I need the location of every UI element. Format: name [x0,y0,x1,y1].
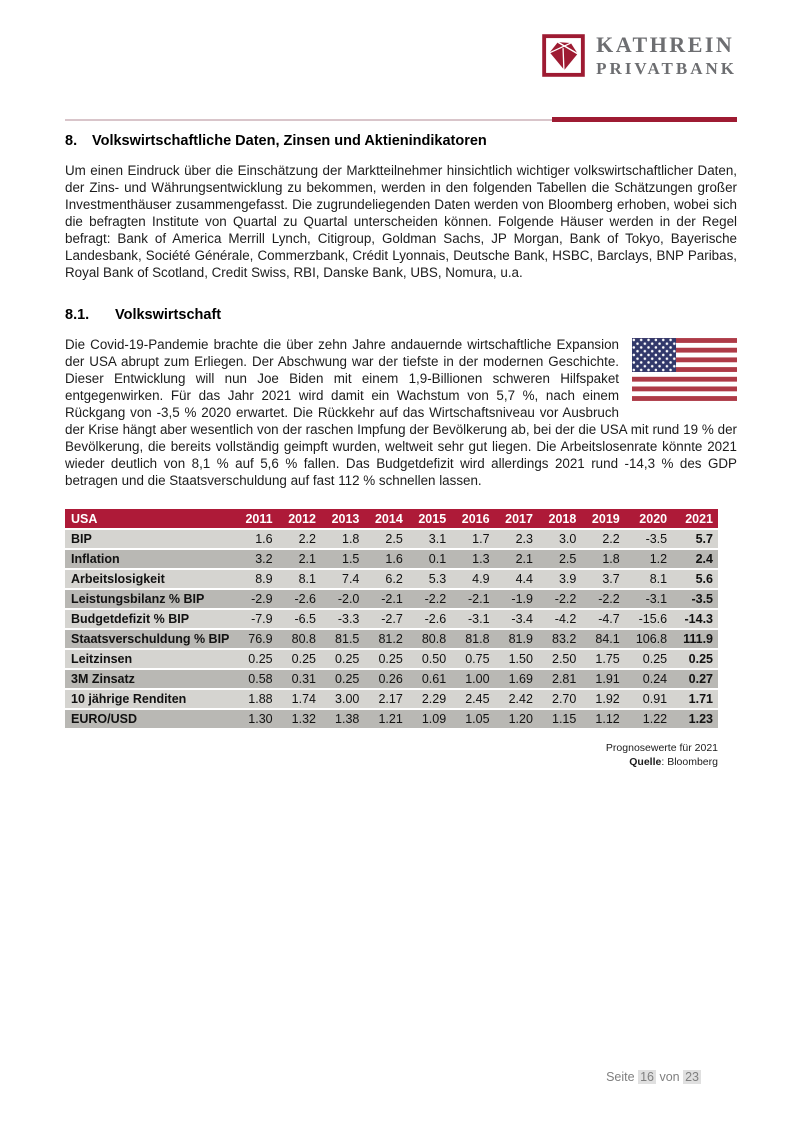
value-cell: 0.25 [625,649,672,669]
row-label-cell: 10 jährige Renditen [65,689,235,709]
value-cell: 1.6 [235,529,278,549]
value-cell: 1.2 [625,549,672,569]
section-8-1-paragraph [65,336,737,489]
value-cell: 1.21 [364,709,407,729]
value-cell: 7.4 [321,569,364,589]
value-cell: 1.00 [451,669,494,689]
brand-name: KATHREIN [596,32,735,57]
year-header-cell: 2015 [408,509,451,529]
value-cell: 2.45 [451,689,494,709]
year-header-cell: 2020 [625,509,672,529]
value-cell: 3.0 [538,529,581,549]
header-rule-light-segment [65,119,552,121]
value-cell: 76.9 [235,629,278,649]
value-cell: -2.2 [538,589,581,609]
value-cell: 111.9 [672,629,718,649]
value-cell: -1.9 [495,589,538,609]
value-cell: -4.2 [538,609,581,629]
value-cell: -3.1 [451,609,494,629]
row-label-cell: Leistungsbilanz % BIP [65,589,235,609]
value-cell: 0.25 [278,649,321,669]
brand-logo [542,34,737,77]
value-cell: 0.24 [625,669,672,689]
value-cell: 0.25 [321,669,364,689]
value-cell: -3.5 [625,529,672,549]
section-8-heading [65,133,737,149]
value-cell: 106.8 [625,629,672,649]
value-cell: 5.6 [672,569,718,589]
value-cell: -2.2 [581,589,624,609]
table-row [65,549,718,569]
section-8-number: 8. [65,133,78,149]
value-cell: 0.25 [321,649,364,669]
year-header-cell: 2021 [672,509,718,529]
value-cell: 4.4 [495,569,538,589]
value-cell: 8.9 [235,569,278,589]
row-label-cell: Budgetdefizit % BIP [65,609,235,629]
value-cell: 1.09 [408,709,451,729]
value-cell: 2.5 [364,529,407,549]
header-rule-dark-segment [552,117,737,122]
value-cell: -15.6 [625,609,672,629]
footer-current-page: 16 [640,1070,654,1084]
value-cell: 2.5 [538,549,581,569]
value-cell: 2.1 [495,549,538,569]
value-cell: -6.5 [278,609,321,629]
table-row [65,569,718,589]
value-cell: 2.17 [364,689,407,709]
section-8-1-number: 8.1. [65,307,90,323]
table-row [65,689,718,709]
page-header [65,0,737,77]
value-cell: -3.3 [321,609,364,629]
usa-table-head [65,509,718,529]
value-cell: 80.8 [278,629,321,649]
value-cell: -14.3 [672,609,718,629]
value-cell: 0.91 [625,689,672,709]
value-cell: 5.7 [672,529,718,549]
value-cell: 0.25 [235,649,278,669]
footer-label-page: Seite [606,1070,635,1084]
value-cell: 3.00 [321,689,364,709]
value-cell: -7.9 [235,609,278,629]
value-cell: 6.2 [364,569,407,589]
row-label-cell: Staatsverschuldung % BIP [65,629,235,649]
value-cell: 1.71 [672,689,718,709]
value-cell: 3.1 [408,529,451,549]
value-cell: 1.7 [451,529,494,549]
value-cell: 1.23 [672,709,718,729]
value-cell: 1.75 [581,649,624,669]
footnote-source-value: : Bloomberg [661,755,718,768]
value-cell: 1.20 [495,709,538,729]
table-footnote [65,742,718,769]
value-cell: 0.61 [408,669,451,689]
value-cell: 1.50 [495,649,538,669]
value-cell: 0.31 [278,669,321,689]
value-cell: 0.25 [364,649,407,669]
value-cell: -2.0 [321,589,364,609]
table-row [65,669,718,689]
value-cell: 0.75 [451,649,494,669]
value-cell: 81.9 [495,629,538,649]
value-cell: 80.8 [408,629,451,649]
value-cell: 4.9 [451,569,494,589]
section-8-title: Volkswirtschaftliche Daten, Zinsen und Aktienindikatoren [92,133,487,149]
footer-label-of: von [659,1070,680,1084]
value-cell: 1.12 [581,709,624,729]
row-label-cell: Leitzinsen [65,649,235,669]
table-row [65,709,718,729]
section-8-paragraph: Um einen Eindruck über die Einschätzung der Marktteilnehmer hinsichtlich wichtiger volkswirtschaftlicher Daten, der Zins- und Währungsentwicklung zu bekommen, werden in den folgenden Tabellen die Schätzungen großer Investmenthäuser zusammengefasst. Die zugrundeliegenden Daten werden von Bloomberg erhoben, wobei sich die befragten Institute von Quartal zu Quartal unterscheiden können. Folgende Häuser werden in der Regel befragt: Bank of America Merrill Lynch, Citigroup, Goldman Sachs, JP Morgan, Bank of Tokyo, Bayerische Landesbank, Société Générale, Commerzbank, Crédit Lyonnais, Deutsche Bank, HSBC, Barclays, BNP Paribas, Royal Bank of Scotland, Credit Swiss, RBI, Danske Bank, UBS, Nomura, u.a. [65,163,737,280]
value-cell: 1.30 [235,709,278,729]
value-cell: -2.2 [408,589,451,609]
year-header-cell: 2019 [581,509,624,529]
value-cell: -2.7 [364,609,407,629]
table-row [65,529,718,549]
value-cell: 0.25 [672,649,718,669]
value-cell: 1.32 [278,709,321,729]
value-cell: 81.2 [364,629,407,649]
usa-table [65,509,718,730]
year-header-cell: 2013 [321,509,364,529]
value-cell: 3.7 [581,569,624,589]
brand-subname: PRIVATBANK [596,59,737,78]
year-header-cell: 2014 [364,509,407,529]
table-row [65,649,718,669]
value-cell: -2.1 [364,589,407,609]
value-cell: 2.29 [408,689,451,709]
value-cell: 3.9 [538,569,581,589]
value-cell: 2.2 [278,529,321,549]
value-cell: 2.50 [538,649,581,669]
row-label-cell: Inflation [65,549,235,569]
value-cell: 0.26 [364,669,407,689]
value-cell: 2.70 [538,689,581,709]
value-cell: 81.8 [451,629,494,649]
value-cell: -2.9 [235,589,278,609]
value-cell: 2.4 [672,549,718,569]
footnote-forecast: Prognosewerte für 2021 [605,742,718,754]
year-header-cell: 2016 [451,509,494,529]
row-label-cell: 3M Zinsatz [65,669,235,689]
brand-wordmark [596,34,737,77]
value-cell: 1.5 [321,549,364,569]
page-footer [606,1070,701,1084]
value-cell: 8.1 [278,569,321,589]
footer-total-pages: 23 [685,1070,699,1084]
value-cell: 84.1 [581,629,624,649]
value-cell: 1.69 [495,669,538,689]
year-header-cell: 2018 [538,509,581,529]
value-cell: 2.42 [495,689,538,709]
table-row [65,609,718,629]
value-cell: 1.05 [451,709,494,729]
usa-table-body [65,529,718,729]
value-cell: 2.2 [581,529,624,549]
table-row [65,629,718,649]
row-label-cell: EURO/USD [65,709,235,729]
value-cell: 1.74 [278,689,321,709]
value-cell: 1.8 [581,549,624,569]
row-label-cell: Arbeitslosigkeit [65,569,235,589]
value-cell: -2.6 [278,589,321,609]
section-8-1-title: Volkswirtschaft [115,307,222,323]
header-rule [65,117,737,122]
value-cell: -3.5 [672,589,718,609]
value-cell: 1.22 [625,709,672,729]
value-cell: 1.15 [538,709,581,729]
value-cell: 2.81 [538,669,581,689]
table-title-cell: USA [65,509,235,529]
value-cell: -3.4 [495,609,538,629]
value-cell: 1.88 [235,689,278,709]
value-cell: 2.1 [278,549,321,569]
value-cell: 0.1 [408,549,451,569]
footnote-source [65,756,718,770]
value-cell: 5.3 [408,569,451,589]
value-cell: 0.27 [672,669,718,689]
value-cell: -3.1 [625,589,672,609]
value-cell: -2.6 [408,609,451,629]
value-cell: 81.5 [321,629,364,649]
kathrein-diamond-icon [542,34,585,77]
value-cell: -4.7 [581,609,624,629]
value-cell: 83.2 [538,629,581,649]
us-flag-icon [632,338,737,401]
value-cell: -2.1 [451,589,494,609]
value-cell: 1.3 [451,549,494,569]
value-cell: 1.8 [321,529,364,549]
value-cell: 1.91 [581,669,624,689]
table-header-row [65,509,718,529]
year-header-cell: 2017 [495,509,538,529]
year-header-cell: 2011 [235,509,278,529]
value-cell: 0.58 [235,669,278,689]
value-cell: 3.2 [235,549,278,569]
value-cell: 8.1 [625,569,672,589]
value-cell: 2.3 [495,529,538,549]
value-cell: 1.6 [364,549,407,569]
table-row [65,589,718,609]
section-8-1-paragraph-text: Die Covid-19-Pandemie brachte die über zehn Jahre andauernde wirtschaftliche Expansion der USA abrupt zum Erliegen. Der Abschwung war der tiefste in der modernen Geschichte. Dieser Entwicklung will nun Joe Biden mit einem 1,9-Billionen schweren Hilfspaket entgegenwirken. Für das Jahr 2021 wird damit ein Wachstum von 5,7 %, nach einem Rückgang von -3,5 % 2020 erwartet. Die Rückkehr auf das Wirtschaftsniveau vor Ausbruch der Krise hängt aber wesentlich von der raschen Impfung der Bevölkerung ab, bei der die USA mit rund 19 % der Bevölkerung, die bereits vollständig geimpft wurden, weltweit sehr gut liegen. Die Arbeitslosenrate könnte 2021 wieder deutlich von 8,1 % auf 5,6 % fallen. Das Budgetdefizit wird allerdings 2021 rund -14,3 % des GDP betragen und die Staatsverschuldung auf fast 112 % schnellen lassen. [65,337,737,488]
row-label-cell: BIP [65,529,235,549]
value-cell: 1.92 [581,689,624,709]
value-cell: 0.50 [408,649,451,669]
footnote-source-label: Quelle [629,755,662,768]
value-cell: 1.38 [321,709,364,729]
year-header-cell: 2012 [278,509,321,529]
section-8-1-heading [65,307,737,323]
